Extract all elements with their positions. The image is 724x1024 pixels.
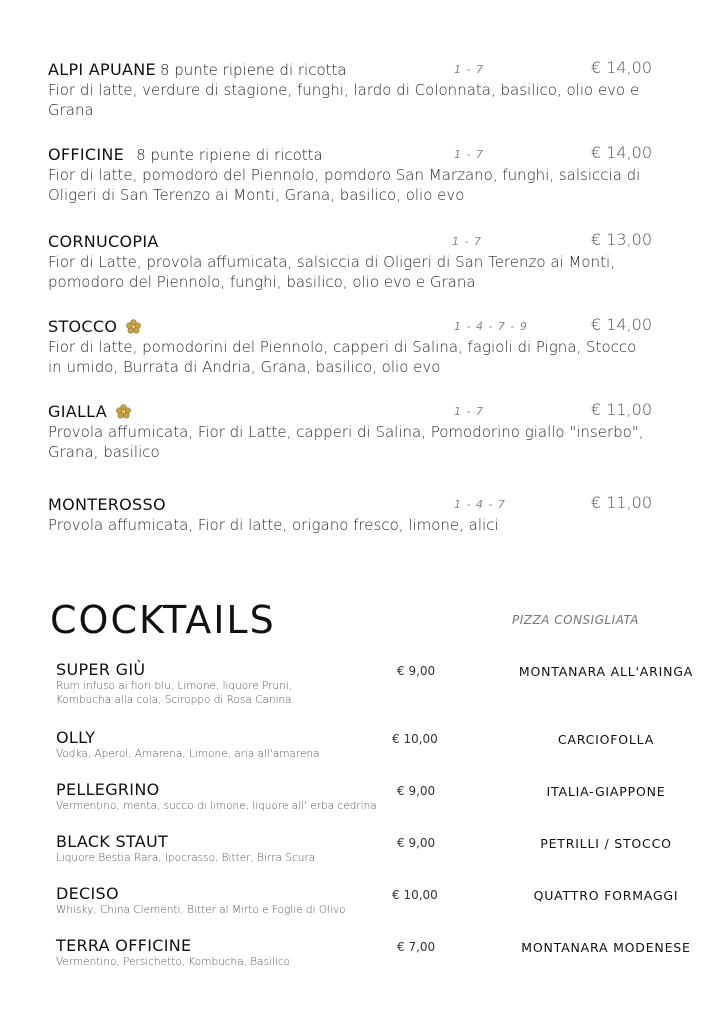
allergen-codes: 1 - 4 - 7 - 9: [454, 320, 528, 333]
allergen-codes: 1 - 7: [452, 235, 482, 248]
cocktail-name: PELLEGRINO: [56, 780, 160, 799]
item-description: Fior di latte, pomodorini del Piennolo, capperi di Salina, fagioli di Pigna, Stocco in umido, Burrata di Andria, Grana, basilico, olio evo: [48, 338, 637, 376]
cocktail-description: Vermentino, Persichetto, Kombucha, Basilico: [56, 956, 291, 968]
item-price: € 11,00: [590, 493, 652, 512]
menu-item: [48, 402, 688, 462]
item-description: Fior di latte, pomodoro del Piennolo, pomdoro San Marzano, funghi, salsiccia di Oligeri di San Terenzo ai Monti, Grana, basilico, olio evo: [48, 166, 641, 204]
cocktail-row: [56, 936, 691, 969]
cocktail-row: [56, 780, 676, 813]
suggested-pizza: PETRILLI / STOCCO: [540, 836, 672, 851]
cocktail-name: DECISO: [56, 884, 119, 903]
menu-item: [48, 317, 688, 377]
suggested-pizza: CARCIOFOLLA: [557, 732, 655, 747]
cocktail-description: Vodka, Aperol, Amarena, Limone, aria all'amarena: [56, 748, 320, 760]
menu-item: [48, 145, 688, 205]
item-name: GIALLA: [48, 402, 108, 421]
cocktail-description: Rum infuso ai fiori blu, Limone, liquore Pruni, Kombucha alla cola, Sciroppo di Rosa Canina: [56, 680, 293, 706]
item-name: STOCCO: [48, 317, 118, 336]
cocktail-row: [56, 728, 676, 761]
cocktail-description: Vermentino, menta, succo di limone, liquore all' erba cedrina: [56, 800, 377, 812]
allergen-codes: 1 - 4 - 7: [454, 498, 506, 511]
menu-item: [48, 60, 688, 120]
allergen-codes: 1 - 7: [454, 63, 484, 76]
item-subtitle: 8 punte ripiene di ricotta: [159, 61, 347, 79]
section-title: COCKTAILS: [50, 598, 276, 642]
item-description: Fior di Latte, provola affumicata, salsiccia di Oligeri di San Terenzo ai Monti, pomodoro del Piennolo, funghi, basilico, olio evo e Grana: [48, 253, 615, 291]
item-price: € 11,00: [590, 400, 652, 419]
item-name: CORNUCOPIA: [48, 232, 159, 251]
suggested-pizza: MONTANARA MODENESE: [521, 940, 691, 955]
cocktail-name: TERRA OFFICINE: [56, 936, 192, 955]
cocktail-price: € 7,00: [397, 940, 436, 954]
cocktail-name: BLACK STAUT: [56, 832, 169, 851]
cocktail-row: [56, 832, 676, 865]
item-name: MONTEROSSO: [48, 495, 166, 514]
allergen-codes: 1 - 7: [454, 405, 484, 418]
cocktail-row: [56, 660, 694, 707]
cocktail-row: [56, 884, 679, 917]
item-price: € 14,00: [590, 315, 652, 334]
column-header: PIZZA CONSIGLIATA: [512, 613, 639, 627]
suggested-pizza: ITALIA-GIAPPONE: [546, 784, 666, 799]
item-price: € 14,00: [590, 58, 652, 77]
cocktail-price: € 9,00: [397, 664, 436, 678]
cocktail-price: € 9,00: [397, 836, 436, 850]
item-description: Provola affumicata, Fior di latte, origano fresco, limone, alici: [48, 516, 499, 534]
item-name: OFFICINE: [48, 145, 125, 164]
cocktail-description: Whisky, China Clementi, Bitter al Mirto e Foglie di Olivo: [56, 904, 346, 916]
menu-item: [48, 232, 688, 292]
item-subtitle: 8 punte ripiene di ricotta: [136, 146, 323, 164]
flower-icon: [116, 404, 131, 419]
cocktail-description: Liquore Bestia Rara, Ipocrasso, Bitter, Birra Scura: [56, 852, 316, 864]
menu-item: [48, 495, 688, 535]
suggested-pizza: MONTANARA ALL'ARINGA: [518, 664, 694, 679]
cocktail-price: € 10,00: [392, 732, 438, 746]
item-price: € 13,00: [590, 230, 652, 249]
item-description: Fior di latte, verdure di stagione, funghi, lardo di Colonnata, basilico, olio evo e Grana: [48, 81, 640, 119]
flower-icon: [126, 319, 141, 334]
cocktail-name: OLLY: [56, 728, 96, 747]
item-name: ALPI APUANE: [48, 60, 156, 79]
item-description: Provola affumicata, Fior di Latte, capperi di Salina, Pomodorino giallo "inserbo", Grana, basilico: [48, 423, 644, 461]
item-price: € 14,00: [590, 143, 652, 162]
suggested-pizza: QUATTRO FORMAGGI: [533, 888, 679, 903]
allergen-codes: 1 - 7: [454, 148, 484, 161]
cocktail-name: SUPER GIÙ: [56, 660, 146, 679]
cocktail-price: € 9,00: [397, 784, 436, 798]
cocktail-price: € 10,00: [392, 888, 438, 902]
